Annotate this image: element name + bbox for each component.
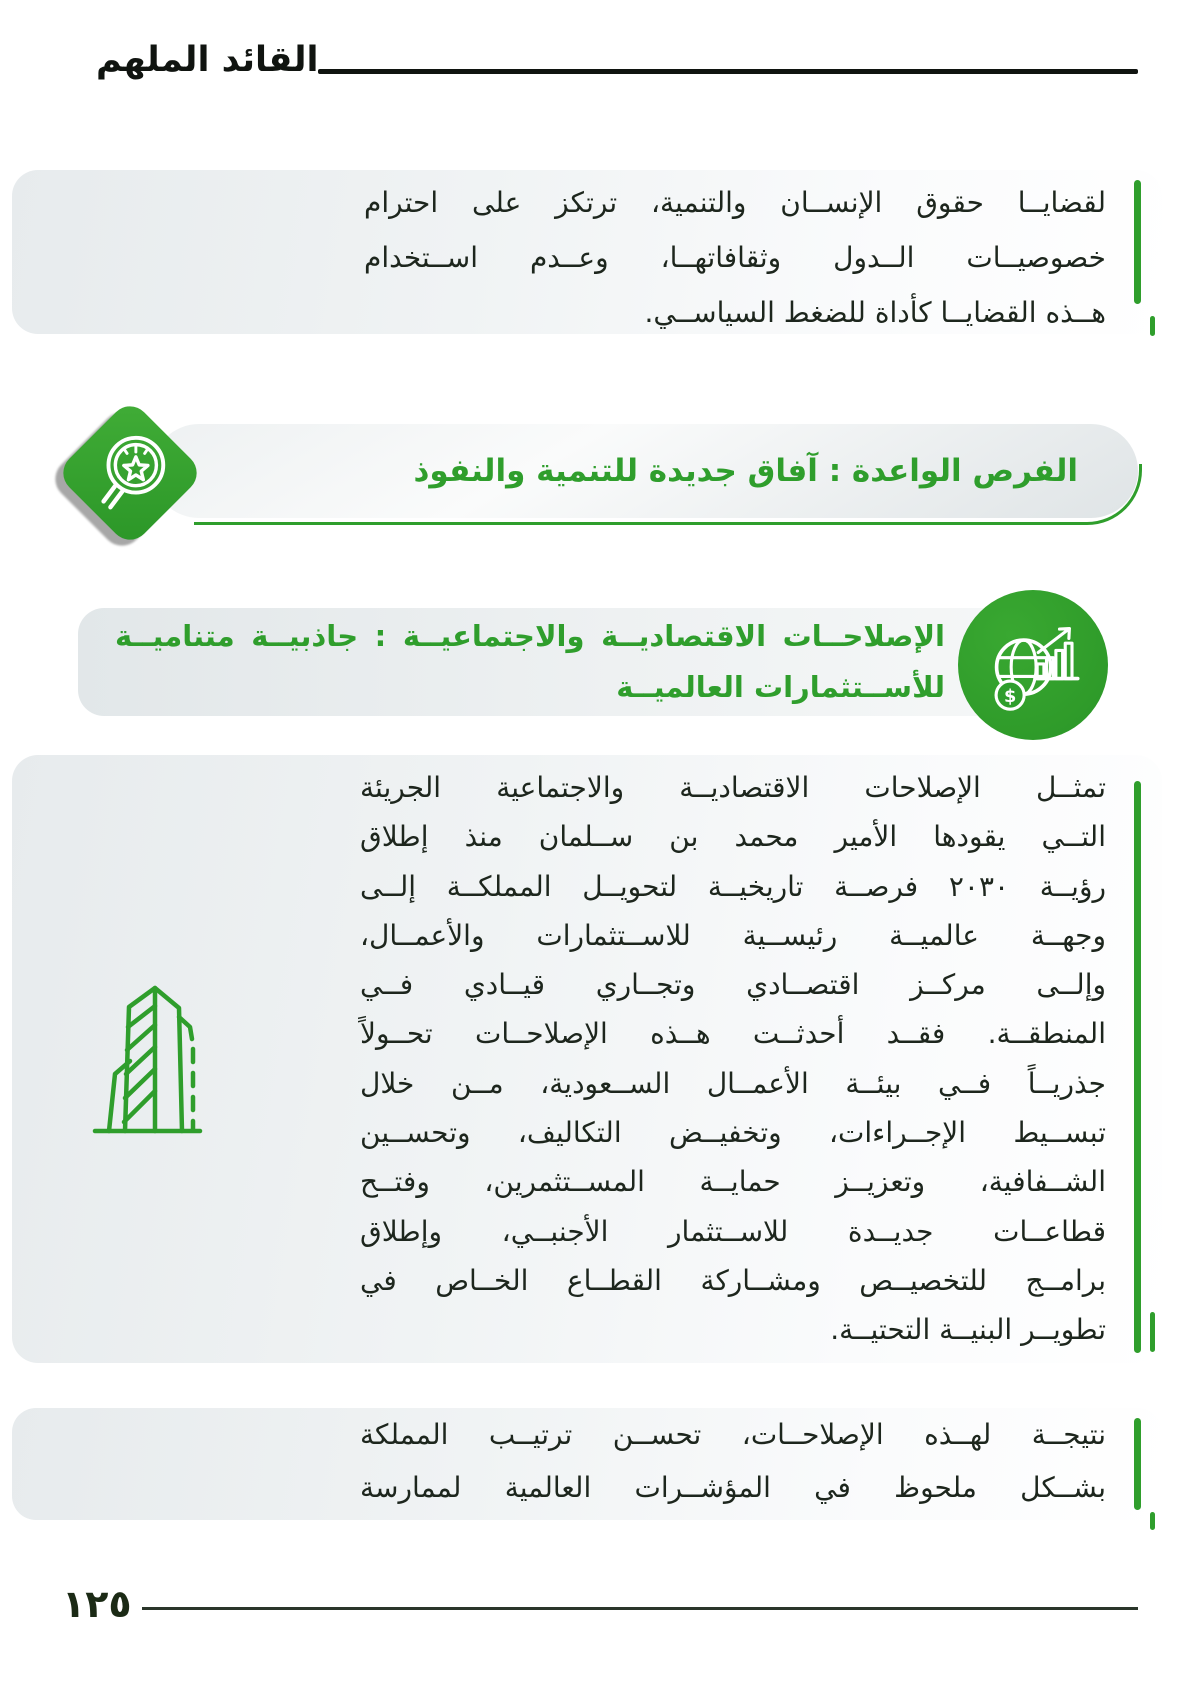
intro-paragraph-block [12, 170, 1162, 334]
quote-bar [1134, 180, 1141, 304]
text-line: وإلــى مركــز اقتصــادي وتجــاري قيــادي فــي [360, 968, 1106, 1002]
text-line: نتيجــة لهــذه الإصلاحــات، تحســن ترتيــب المملكة [360, 1418, 1106, 1451]
header-rule [318, 69, 1138, 74]
opportunities-heading-title: الفرص الواعدة : آفاق جديدة للتنمية والنفوذ [413, 453, 1078, 489]
quote-bar-tick [1150, 316, 1155, 336]
text-line: رؤيــة ٢٠٣٠ فرصــة تاريخيــة لتحويــل المملكــة إلــى [360, 869, 1106, 903]
text-line: تمثــل الإصلاحات الاقتصاديــة والاجتماعية الجريئة [360, 771, 1106, 804]
page-title: القائد الملهم [96, 40, 319, 80]
svg-text:$: $ [1003, 686, 1017, 707]
text-line: المنطقــة. فقــد أحدثــت هــذه الإصلاحــات تحــولاً [360, 1017, 1106, 1051]
text-line: الشــفافية، وتعزيــز حمايــة المســتثمرين، وفتــح [360, 1165, 1106, 1199]
quote-bar [1134, 781, 1141, 1353]
building-icon [88, 979, 210, 1141]
text-line: لقضايــا حقوق الإنســان والتنمية، ترتكز على احترام [364, 186, 1106, 219]
footer-rule [142, 1607, 1138, 1610]
quote-bar [1134, 1418, 1141, 1510]
text-line: بشــكل ملحوظ في المؤشــرات العالمية لممارسة [360, 1471, 1106, 1504]
reforms-heading-pill [78, 608, 1060, 716]
text-line: قطاعــات جديــدة للاســتثمار الأجنبــي، وإطلاق [360, 1214, 1106, 1248]
text-line: خصوصيــات الــدول وثقافاتهــا، وعــدم اســتخدام [364, 241, 1106, 274]
text-line: برامــج للتخصيــص ومشــاركة القطــاع الخــاص في [360, 1263, 1106, 1297]
global-economy-icon [958, 590, 1108, 740]
reforms-heading-title [115, 611, 945, 713]
diamond-badge [55, 398, 205, 548]
text-line: وجهــة عالميــة رئيســية للاســتثمارات والأعمــال، [360, 918, 1106, 952]
quote-bar-tick [1150, 1512, 1155, 1530]
text-line: للأســتثمارات العالميــة [616, 670, 945, 704]
reforms-paragraph [360, 763, 1106, 1355]
star-magnifier-icon [77, 420, 183, 526]
result-paragraph-block [12, 1408, 1162, 1520]
text-line: تطويــر البنيــة التحتيــة. [830, 1313, 1106, 1347]
opportunities-heading-pill [152, 424, 1138, 518]
result-paragraph [360, 1408, 1106, 1514]
intro-paragraph [364, 175, 1106, 340]
reforms-paragraph-block [12, 755, 1162, 1363]
text-line: جذريــاً فــي بيئــة الأعمــال الســعودية، مــن خلال [360, 1066, 1106, 1100]
text-line: هــذه القضايــا كأداة للضغط السياســي. [644, 296, 1106, 329]
text-line: الإصلاحــات الاقتصاديــة والاجتماعيــة : جاذبيــة متناميــة [115, 619, 945, 653]
page-number: ١٢٥ [62, 1582, 132, 1626]
text-line: التــي يقودها الأمير محمد بن ســلمان منذ إطلاق [360, 820, 1106, 854]
text-line: تبســيط الإجــراءات، وتخفيــض التكاليف، وتحســين [360, 1116, 1106, 1150]
quote-bar-tick [1150, 1312, 1155, 1352]
